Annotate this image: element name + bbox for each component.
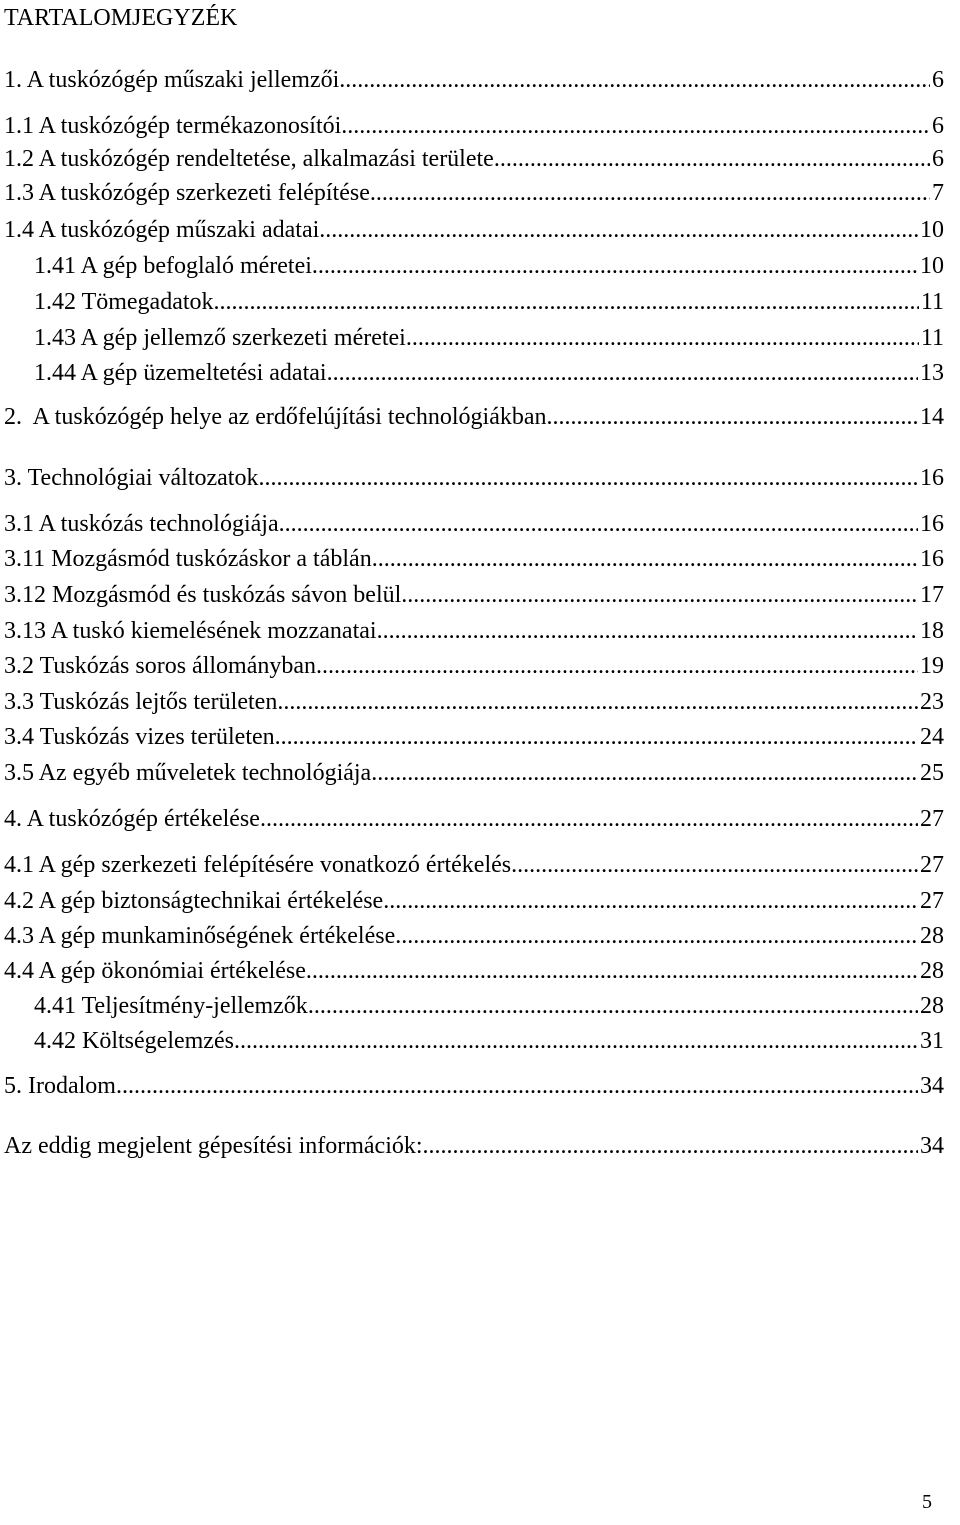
- toc-entry[interactable]: [4, 543, 944, 575]
- toc-dot-leader: [316, 650, 918, 682]
- toc-entry-label: 1. A tuskózógép műszaki jellemzői: [4, 67, 340, 93]
- toc-entry-page: 13: [920, 360, 944, 386]
- toc-entry-page: 19: [920, 653, 944, 679]
- toc-entry-label: 4.2 A gép biztonságtechnikai értékelése: [4, 888, 384, 914]
- toc-entry[interactable]: [34, 990, 944, 1022]
- toc-dot-leader: [308, 990, 918, 1022]
- toc-dot-leader: [406, 322, 919, 354]
- toc-entry[interactable]: [4, 177, 944, 209]
- toc-entry-page: 17: [920, 582, 944, 608]
- toc-entry-page: 7: [932, 180, 944, 206]
- toc-entry[interactable]: [34, 1025, 944, 1057]
- toc-entry[interactable]: [4, 920, 944, 952]
- toc-dot-leader: [494, 143, 930, 175]
- toc-entry[interactable]: [4, 803, 944, 835]
- toc-entry-page: 31: [920, 1028, 944, 1054]
- toc-entry[interactable]: [4, 579, 944, 611]
- toc-entry[interactable]: [4, 508, 944, 540]
- toc-entry-label: 1.42 Tömegadatok: [34, 289, 214, 315]
- toc-dot-leader: [275, 721, 918, 753]
- toc-entry-page: 18: [920, 618, 944, 644]
- toc-dot-leader: [339, 64, 930, 96]
- toc-entry-page: 23: [920, 689, 944, 715]
- toc-entry-page: 10: [920, 217, 944, 243]
- toc-entry[interactable]: [34, 322, 944, 354]
- toc-dot-leader: [327, 357, 918, 389]
- toc-entry-label: 4.3 A gép munkaminőségének értékelése: [4, 923, 396, 949]
- toc-entry-label: 4.41 Teljesítmény-jellemzők: [34, 993, 308, 1019]
- toc-entry-label: 1.3 A tuskózógép szerkezeti felépítése: [4, 180, 370, 206]
- toc-entry[interactable]: [4, 462, 944, 494]
- toc-entry[interactable]: [4, 214, 944, 246]
- toc-entry-page: 16: [920, 465, 944, 491]
- toc-entry-label: 4. A tuskózógép értékelése: [4, 806, 260, 832]
- toc-entry-label: 4.1 A gép szerkezeti felépítésére vonatkozó értékelés: [4, 852, 512, 878]
- toc-entry[interactable]: [4, 110, 944, 142]
- toc-entry-page: 16: [920, 511, 944, 537]
- toc-entry-page: 34: [920, 1133, 944, 1159]
- toc-entry[interactable]: [4, 686, 944, 718]
- toc-entry-label: 4.42 Költségelemzés: [34, 1028, 234, 1054]
- toc-dot-leader: [370, 177, 930, 209]
- toc-dot-leader: [319, 214, 918, 246]
- toc-entry-label: 3. Technológiai változatok: [4, 465, 259, 491]
- toc-entry-label: 1.43 A gép jellemző szerkezeti méretei: [34, 325, 406, 351]
- toc-entry-label: 5. Irodalom: [4, 1073, 116, 1099]
- toc-entry-page: 10: [920, 253, 944, 279]
- toc-dot-leader: [260, 803, 918, 835]
- toc-entry[interactable]: [4, 1130, 944, 1162]
- toc-entry-page: 11: [920, 325, 944, 351]
- toc-entry[interactable]: [4, 615, 944, 647]
- toc-entry-label: 3.11 Mozgásmód tuskózáskor a táblán: [4, 546, 372, 572]
- toc-dot-leader: [258, 462, 918, 494]
- toc-entry-page: 16: [920, 546, 944, 572]
- toc-entry-page: 27: [920, 888, 944, 914]
- toc-entry[interactable]: [4, 721, 944, 753]
- toc-dot-leader: [372, 543, 918, 575]
- toc-entry-page: 28: [920, 993, 944, 1019]
- toc-entry[interactable]: [4, 849, 944, 881]
- page-number: 5: [922, 1491, 932, 1513]
- toc-dot-leader: [511, 849, 918, 881]
- toc-dot-leader: [312, 250, 918, 282]
- toc-entry[interactable]: [4, 757, 944, 789]
- toc-entry-label: 3.2 Tuskózás soros állományban: [4, 653, 316, 679]
- toc-entry-label: Az eddig megjelent gépesítési információk:: [4, 1133, 423, 1159]
- toc-entry-label: 1.4 A tuskózógép műszaki adatai: [4, 217, 320, 243]
- toc-entry-page: 28: [920, 923, 944, 949]
- toc-dot-leader: [383, 885, 918, 917]
- toc-entry-label: 4.4 A gép ökonómiai értékelése: [4, 958, 306, 984]
- toc-entry-label: 3.3 Tuskózás lejtős területen: [4, 689, 278, 715]
- toc-entry-page: 27: [920, 852, 944, 878]
- toc-entry[interactable]: [34, 357, 944, 389]
- toc-entry-label: 1.1 A tuskózógép termékazonosítói: [4, 113, 342, 139]
- toc-dot-leader: [395, 920, 918, 952]
- toc-entry-page: 6: [932, 67, 944, 93]
- toc-entry[interactable]: [4, 1070, 944, 1102]
- toc-dot-leader: [279, 508, 918, 540]
- toc-dot-leader: [116, 1070, 918, 1102]
- toc-entry-page: 28: [920, 958, 944, 984]
- toc-entry-page: 27: [920, 806, 944, 832]
- toc-dot-leader: [547, 401, 918, 433]
- toc-entry-label: 1.41 A gép befoglaló méretei: [34, 253, 312, 279]
- toc-dot-leader: [401, 579, 918, 611]
- toc-dot-leader: [234, 1025, 918, 1057]
- toc-entry-label: 3.5 Az egyéb műveletek technológiája: [4, 760, 372, 786]
- toc-entry[interactable]: [34, 250, 944, 282]
- toc-entry-label: 1.44 A gép üzemeltetési adatai: [34, 360, 327, 386]
- toc-entry-label: 3.4 Tuskózás vizes területen: [4, 724, 275, 750]
- toc-entry-page: 6: [932, 146, 944, 172]
- page-title: TARTALOMJEGYZÉK: [4, 5, 238, 31]
- toc-dot-leader: [214, 286, 919, 318]
- toc-entry-label: 3.13 A tuskó kiemelésének mozzanatai: [4, 618, 377, 644]
- toc-dot-leader: [371, 757, 918, 789]
- toc-entry-page: 11: [920, 289, 944, 315]
- toc-entry[interactable]: [4, 885, 944, 917]
- toc-entry-page: 6: [932, 113, 944, 139]
- toc-entry[interactable]: [4, 955, 944, 987]
- toc-entry-page: 24: [920, 724, 944, 750]
- toc-entry-label: 1.2 A tuskózógép rendeltetése, alkalmazási területe: [4, 146, 494, 172]
- toc-dot-leader: [377, 615, 918, 647]
- toc-entry-page: 34: [920, 1073, 944, 1099]
- toc-entry[interactable]: [4, 650, 944, 682]
- toc-dot-leader: [306, 955, 918, 987]
- toc-dot-leader: [423, 1130, 918, 1162]
- toc-entry-page: 25: [920, 760, 944, 786]
- toc-entry[interactable]: [34, 286, 944, 318]
- toc-dot-leader: [341, 110, 930, 142]
- toc-entry[interactable]: [4, 64, 944, 96]
- toc-entry-label: 3.1 A tuskózás technológiája: [4, 511, 279, 537]
- toc-entry-label: 3.12 Mozgásmód és tuskózás sávon belül: [4, 582, 402, 608]
- toc-entry[interactable]: [4, 401, 944, 433]
- toc-entry-page: 14: [920, 404, 944, 430]
- toc-entry[interactable]: [4, 143, 944, 175]
- toc-entry-label: 2. A tuskózógép helye az erdőfelújítási technológiákban: [4, 404, 547, 430]
- toc-dot-leader: [277, 686, 918, 718]
